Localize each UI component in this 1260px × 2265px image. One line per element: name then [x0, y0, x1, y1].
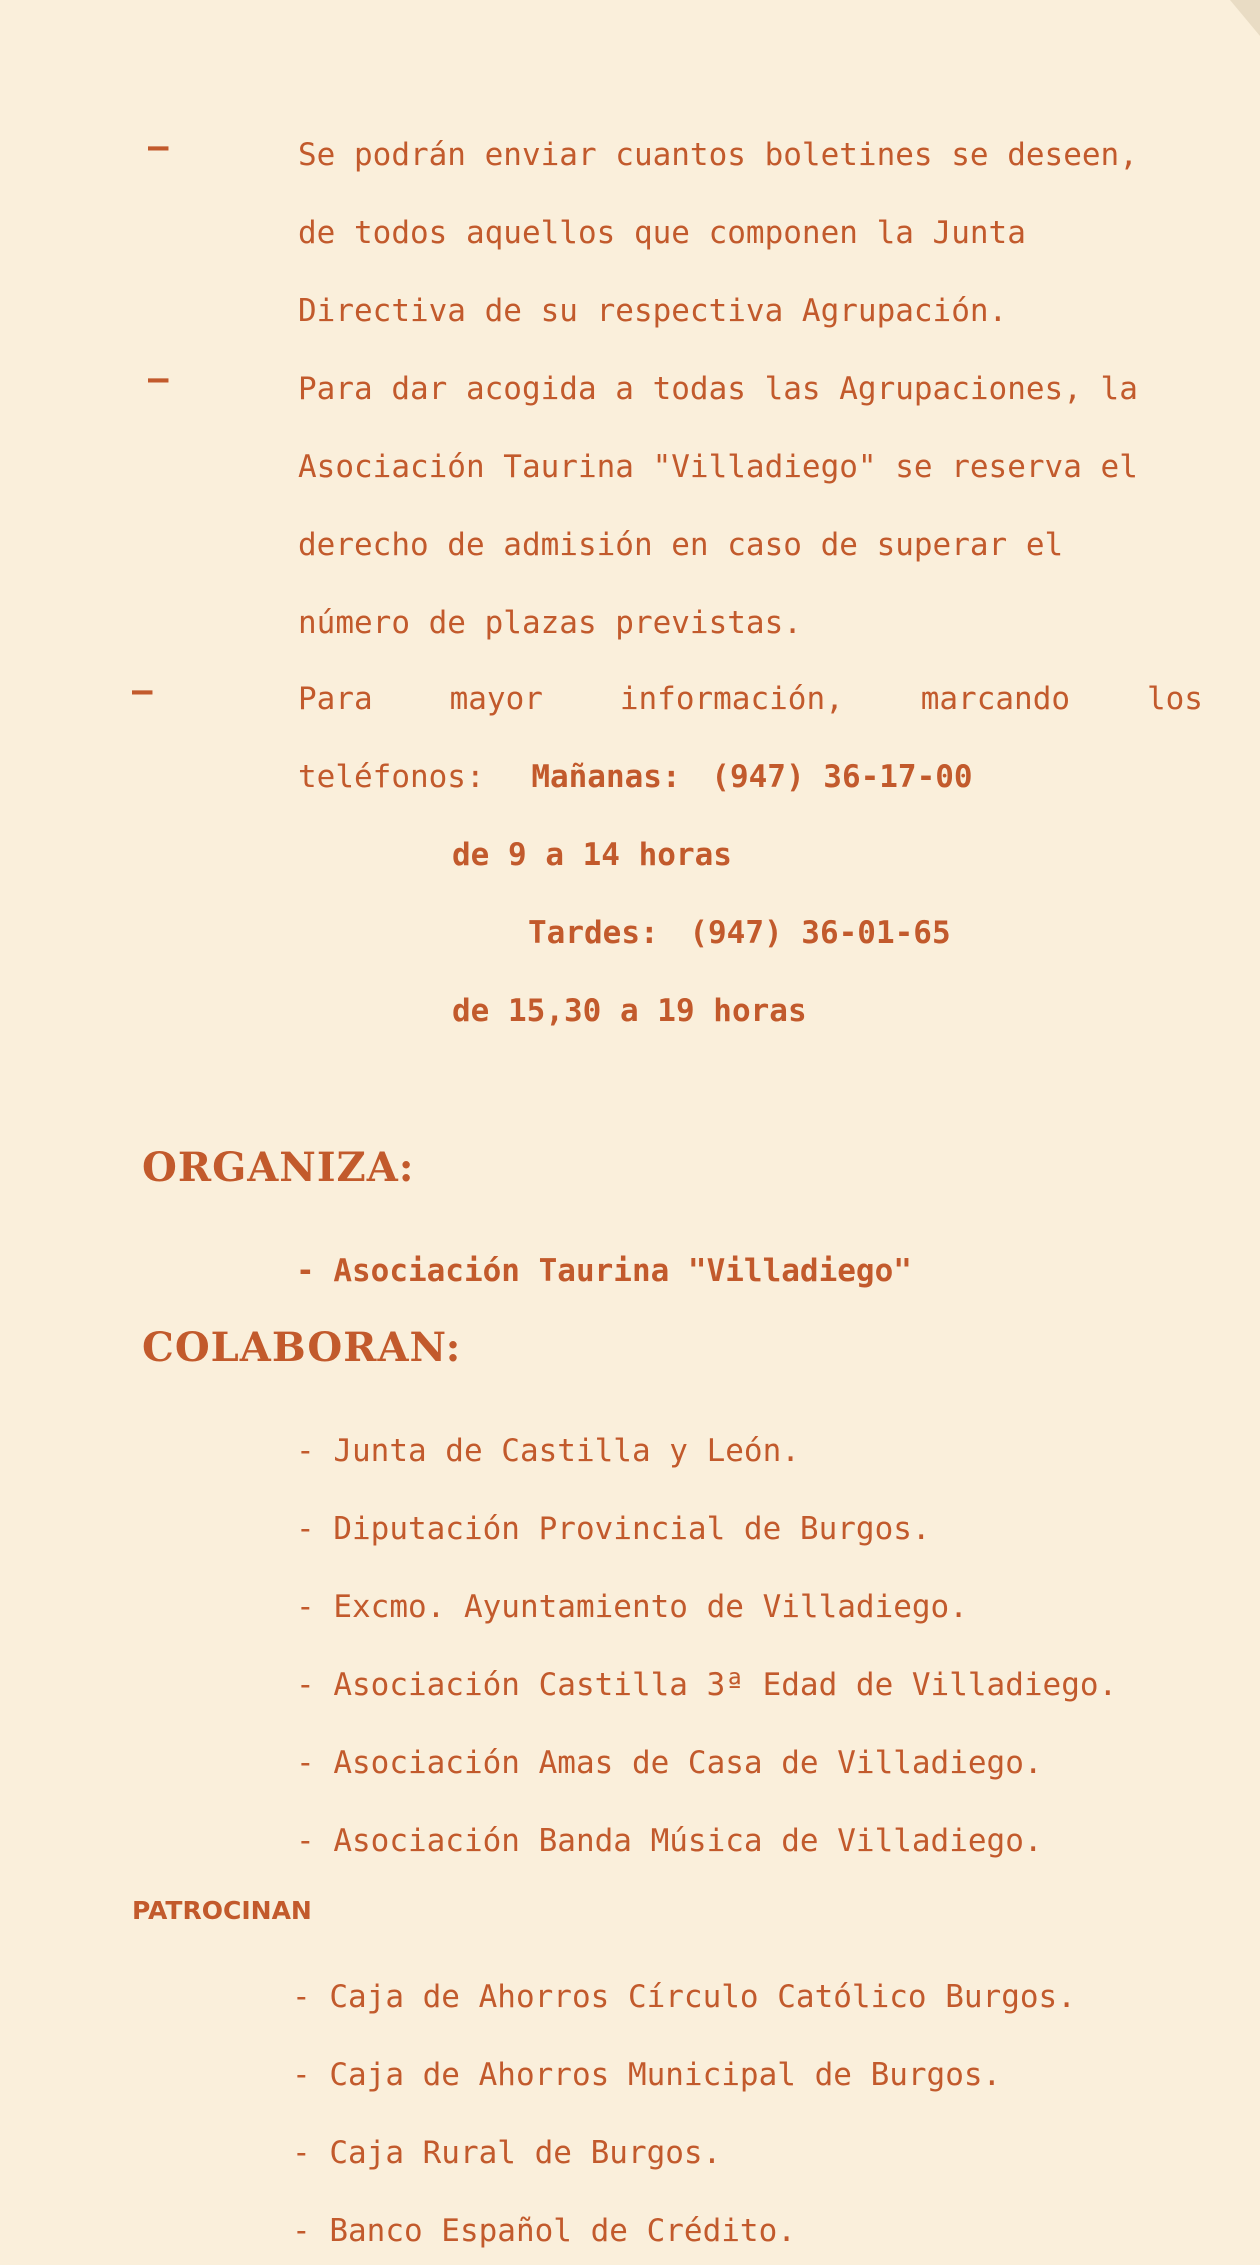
afternoon-label: Tardes: — [528, 915, 659, 951]
patrocinan-heading: PATROCINAN — [132, 1896, 312, 1925]
patrocinan-item: - Caja de Ahorros Municipal de Burgos. — [292, 2057, 1002, 2093]
colaboran-item: - Diputación Provincial de Burgos. — [296, 1511, 931, 1547]
colaboran-item: - Excmo. Ayuntamiento de Villadiego. — [296, 1589, 968, 1625]
colaboran-item: - Asociación Castilla 3ª Edad de Villadiego. — [296, 1667, 1118, 1703]
colaboran-item: - Asociación Banda Música de Villadiego. — [296, 1823, 1043, 1859]
morning-label: Mañanas: — [531, 759, 681, 795]
morning-hours: de 9 a 14 horas — [452, 837, 732, 873]
patrocinan-item: - Caja de Ahorros Círculo Católico Burgos. — [292, 1979, 1076, 2015]
phone-line — [298, 759, 973, 795]
note-1-line-1: Se podrán enviar cuantos boletines se deseen, — [298, 137, 1138, 173]
note-1-line-2: de todos aquellos que componen la Junta — [298, 215, 1026, 251]
intro-word: Para — [298, 681, 373, 717]
patrocinan-item: - Caja Rural de Burgos. — [292, 2135, 722, 2171]
intro-word: los — [1146, 681, 1203, 717]
organiza-heading: ORGANIZA: — [142, 1144, 415, 1191]
note-1-line-3: Directiva de su respectiva Agrupación. — [298, 293, 1008, 329]
note-3-intro — [298, 681, 1203, 717]
bullet-dash: – — [148, 359, 169, 399]
intro-word: información, — [619, 681, 844, 717]
afternoon-line — [528, 915, 951, 951]
note-2-line-3: derecho de admisión en caso de superar el — [298, 527, 1064, 563]
colaboran-item: - Asociación Amas de Casa de Villadiego. — [296, 1745, 1043, 1781]
folded-corner — [1230, 0, 1260, 36]
afternoon-phone: (947) 36-01-65 — [689, 915, 951, 951]
intro-word: mayor — [449, 681, 543, 717]
note-2-line-4: número de plazas previstas. — [298, 605, 802, 641]
colaboran-item: - Junta de Castilla y León. — [296, 1433, 800, 1469]
patrocinan-item: - Banco Español de Crédito. — [292, 2213, 796, 2249]
organiza-item: - Asociación Taurina "Villadiego" — [296, 1253, 912, 1289]
colaboran-heading: COLABORAN: — [142, 1324, 462, 1371]
intro-word: marcando — [920, 681, 1071, 717]
morning-phone: (947) 36-17-00 — [711, 759, 973, 795]
phone-label: teléfonos: — [298, 759, 485, 795]
bullet-dash: – — [132, 671, 153, 711]
note-2-line-2: Asociación Taurina "Villadiego" se reserva el — [298, 449, 1138, 485]
bullet-dash: – — [148, 127, 169, 167]
afternoon-hours: de 15,30 a 19 horas — [452, 993, 807, 1029]
note-2-line-1: Para dar acogida a todas las Agrupaciones, la — [298, 371, 1138, 407]
